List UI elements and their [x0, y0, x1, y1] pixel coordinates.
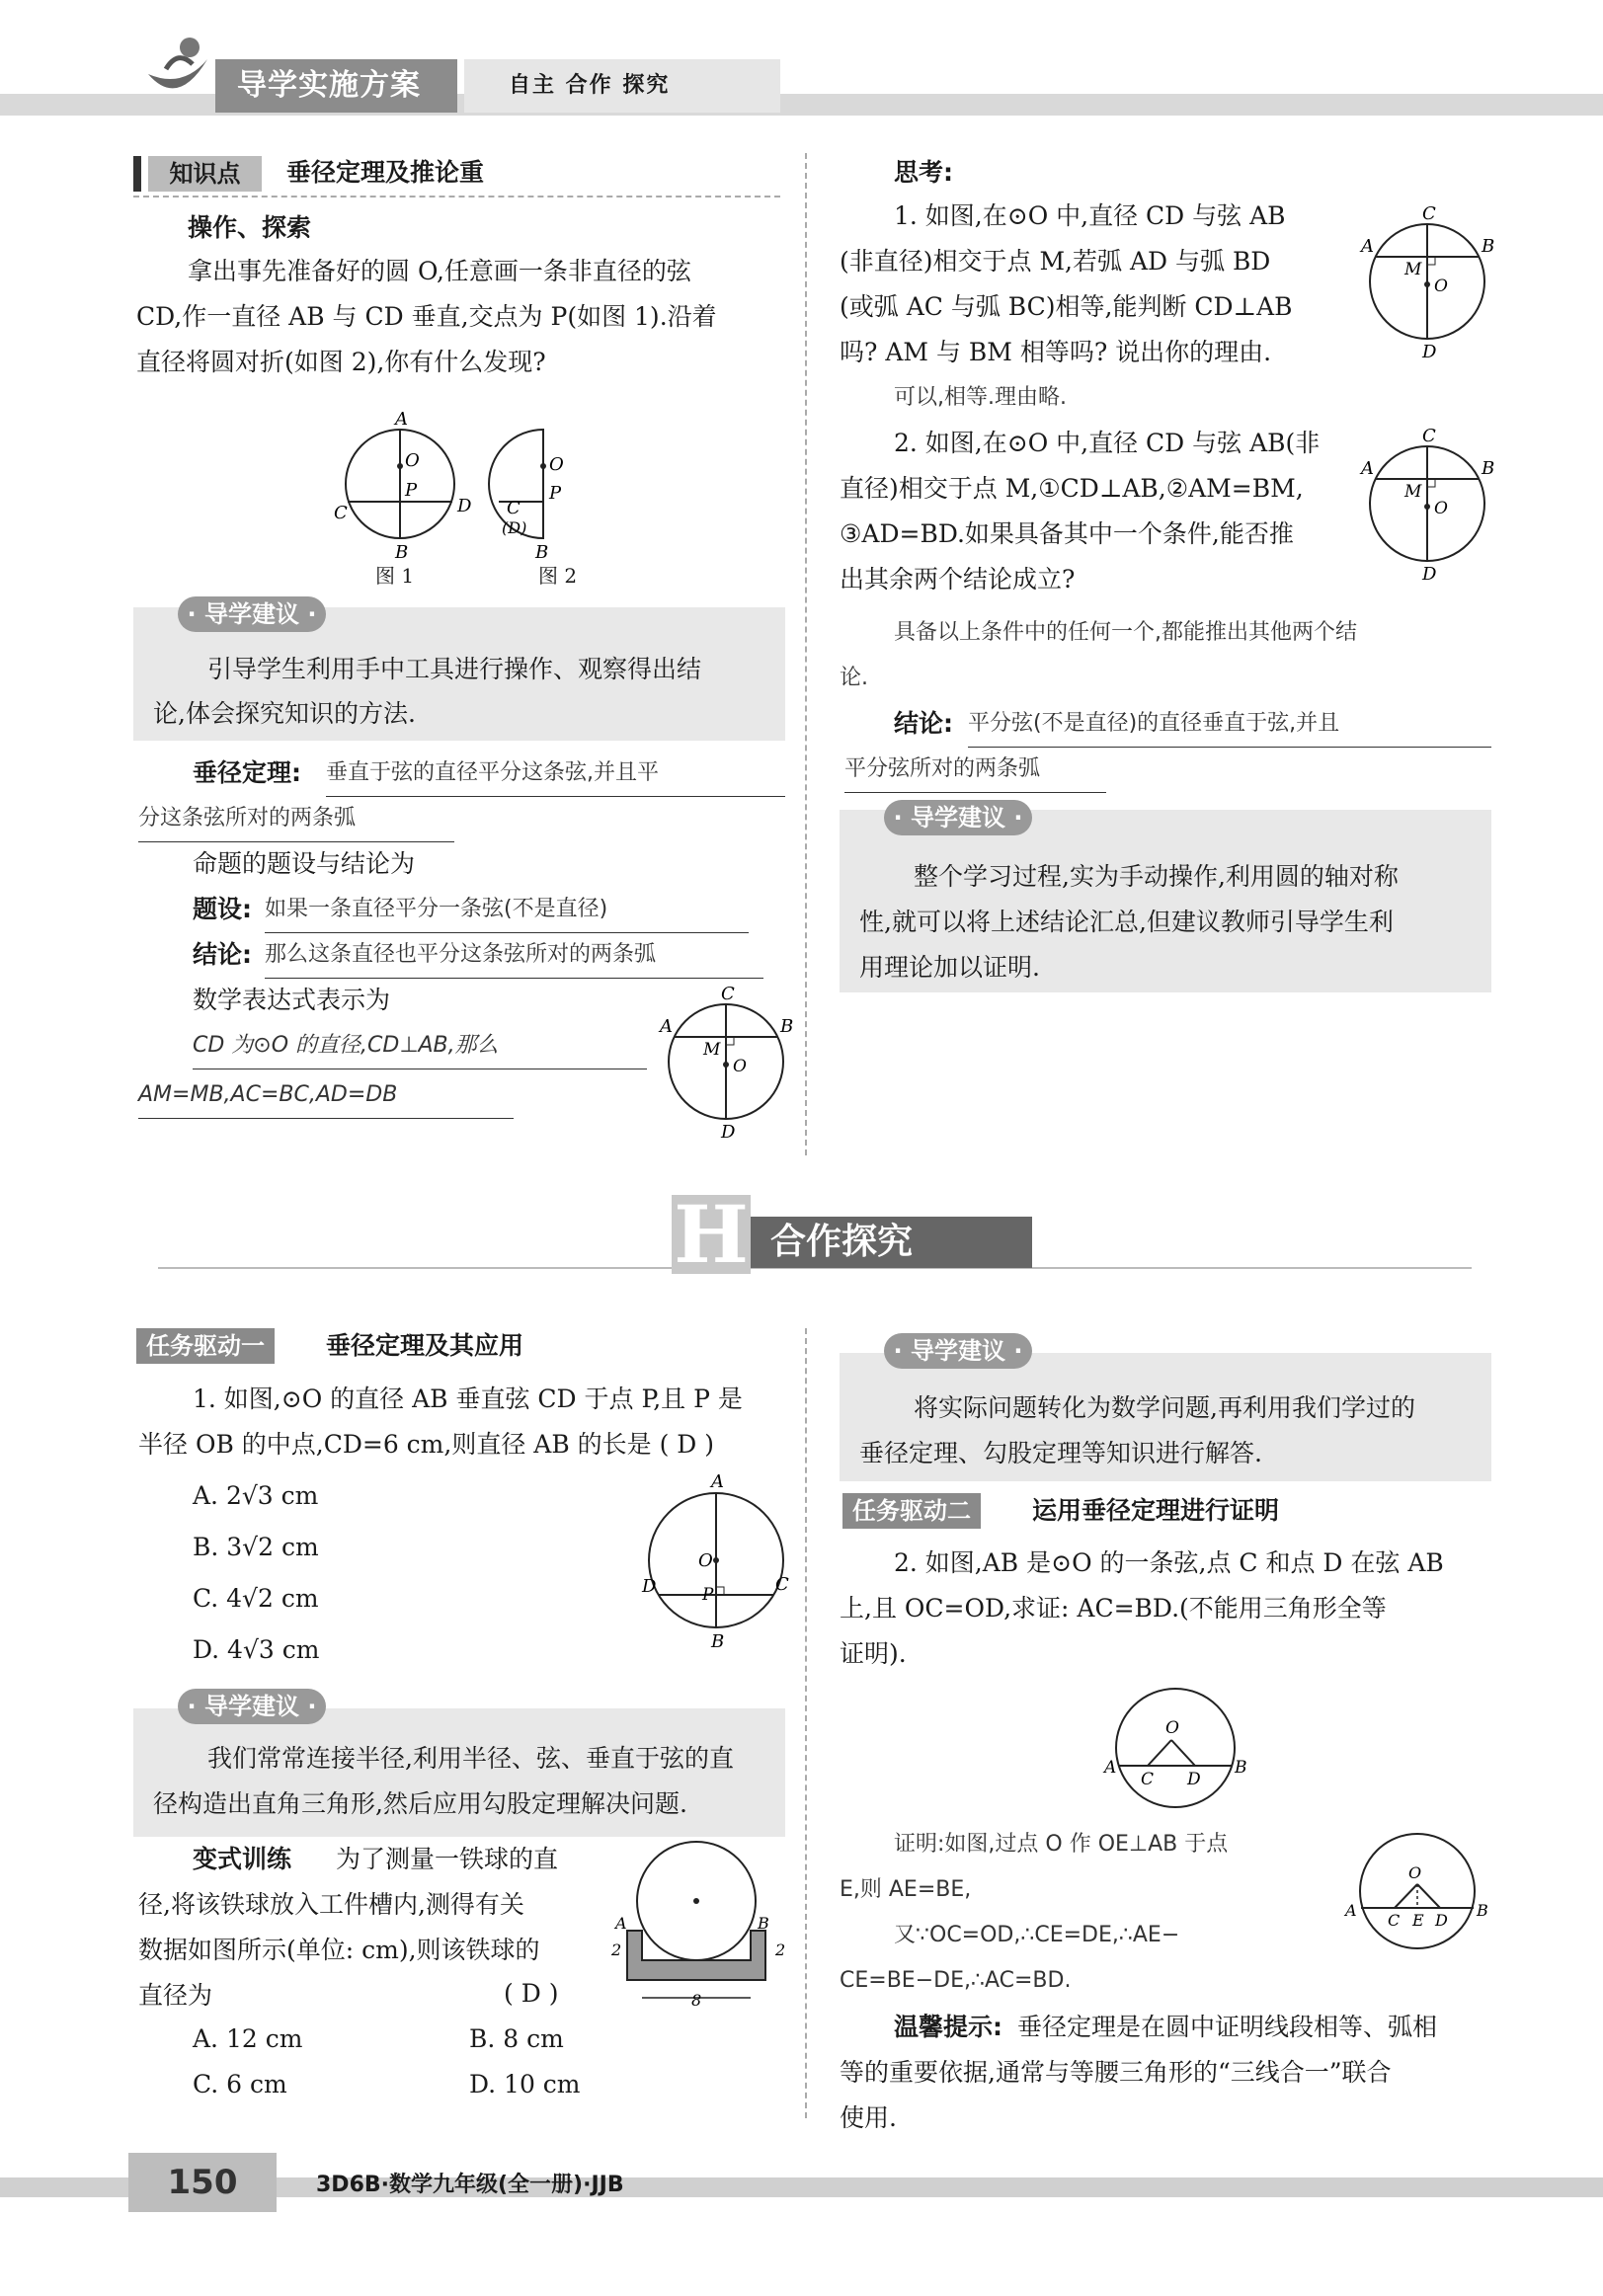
expr-answer: AM=MB,AC=BC,AD=DB	[138, 1072, 514, 1119]
svg-text:O: O	[405, 450, 420, 471]
section-letter-icon: H	[672, 1195, 751, 1274]
fig1-caption: 图 1	[375, 564, 415, 588]
svg-text:C: C	[1141, 1770, 1155, 1789]
guide-line: 性,就可以将上述结论汇总,但建议教师引导学生利	[859, 908, 1394, 936]
task1-tag: 任务驱动一	[136, 1328, 275, 1364]
page-number: 150	[128, 2153, 277, 2212]
op-line: 直径将圆对折(如图 2),你有什么发现?	[136, 348, 546, 376]
var-option-b: B. 8 cm	[469, 2024, 564, 2053]
figure-1-2	[326, 395, 622, 583]
think-title: 思考:	[894, 158, 953, 187]
tip-line: 使用.	[840, 2103, 897, 2132]
guide-tag: · 导学建议 ·	[178, 1689, 326, 1724]
header-title: 导学实施方案	[215, 59, 457, 113]
header-subtitle: 自主 合作 探究	[464, 59, 780, 113]
figure-ball-groove	[598, 1832, 805, 2015]
figure-task1	[637, 1471, 810, 1649]
knowledge-title: 垂径定理及推论重	[286, 158, 485, 187]
guide-tag: · 导学建议 ·	[178, 596, 326, 632]
var-option-d: D. 10 cm	[469, 2070, 581, 2098]
theorem-answer: 垂直于弦的直径平分这条弦,并且平	[326, 751, 785, 797]
svg-text:O: O	[549, 454, 564, 475]
task2-q-line: 上,且 OC=OD,求证: AC=BD.(不能用三角形全等	[840, 1594, 1387, 1623]
expr-answer: CD 为⊙O 的直径,CD⊥AB,那么	[193, 1023, 647, 1069]
figure-task2	[1086, 1679, 1264, 1817]
column-divider	[805, 153, 807, 1155]
svg-text:P: P	[549, 483, 562, 504]
figure-q1	[1353, 198, 1501, 365]
logo-icon	[138, 30, 217, 109]
svg-text:C: C	[721, 984, 735, 1004]
svg-text:O: O	[1408, 1863, 1422, 1882]
svg-text:A: A	[711, 1471, 724, 1492]
q1-line: (非直径)相交于点 M,若弧 AD 与弧 BD	[840, 247, 1271, 276]
svg-text:O: O	[1165, 1718, 1179, 1738]
task2-title: 运用垂径定理进行证明	[1032, 1496, 1280, 1525]
task1-title: 垂径定理及其应用	[326, 1331, 524, 1360]
svg-text:D: D	[642, 1576, 657, 1597]
svg-text:O: O	[1434, 277, 1448, 296]
guide-line: 整个学习过程,实为手动操作,利用圆的轴对称	[914, 862, 1399, 891]
task2-tag: 任务驱动二	[842, 1493, 981, 1529]
concl-answer: 那么这条直径也平分这条弦所对的两条弧	[265, 932, 763, 979]
svg-text:B: B	[1482, 236, 1495, 257]
variant-answer: ( D )	[504, 1979, 559, 2008]
think-concl-answer: 平分弦所对的两条弧	[844, 747, 1106, 793]
variant-label: 变式训练	[193, 1845, 292, 1873]
q2-line: 直径)相交于点 M,①CD⊥AB,②AM=BM,	[840, 474, 1304, 503]
svg-text:D: D	[1422, 342, 1437, 362]
tip-line: 垂径定理是在圆中证明线段相等、弧相	[1017, 2013, 1438, 2041]
column-divider	[805, 1328, 807, 2118]
theorem-answer: 分这条弦所对的两条弧	[138, 796, 454, 842]
svg-text:P: P	[702, 1585, 714, 1605]
q1-answer: 可以,相等.理由略.	[894, 385, 1067, 410]
guide-line: 引导学生利用手中工具进行操作、观察得出结	[207, 655, 702, 683]
svg-text:A: A	[615, 1914, 627, 1933]
svg-text:P: P	[405, 480, 418, 501]
variant-line: 径,将该铁球放入工件槽内,测得有关	[138, 1890, 524, 1919]
svg-text:O: O	[733, 1057, 747, 1076]
svg-text:B: B	[711, 1631, 725, 1649]
q1-line: 1. 如图,在⊙O 中,直径 CD 与弦 AB	[894, 201, 1286, 230]
expr-line: 数学表达式表示为	[193, 986, 391, 1014]
svg-text:8: 8	[691, 1991, 702, 2010]
svg-text:C: C	[775, 1574, 789, 1595]
svg-text:B: B	[1235, 1758, 1247, 1778]
svg-text:C: C	[1388, 1911, 1401, 1930]
tip-line: 等的重要依据,通常与等腰三角形的“三线合一”联合	[840, 2058, 1392, 2087]
q2-line: 2. 如图,在⊙O 中,直径 CD 与弦 AB(非	[894, 429, 1321, 457]
tag-bar	[133, 156, 141, 192]
prop-line: 命题的题设与结论为	[193, 849, 416, 878]
svg-text:D: D	[1422, 564, 1437, 585]
guide-line: 我们常常连接半径,利用半径、弦、垂直于弦的直	[207, 1744, 734, 1773]
svg-text:B: B	[535, 542, 549, 563]
guide-line: 用理论加以证明.	[859, 953, 1040, 982]
svg-text:M: M	[703, 1040, 721, 1060]
svg-text:O: O	[698, 1550, 713, 1571]
svg-text:C: C	[334, 503, 348, 523]
q2-answer: 具备以上条件中的任何一个,都能推出其他两个结	[894, 620, 1357, 645]
svg-text:B: B	[1482, 458, 1495, 479]
figure-q2	[1353, 420, 1501, 588]
footer-text: 3D6B·数学九年级(全一册)·JJB	[316, 2173, 624, 2197]
svg-text:A: A	[1361, 458, 1374, 479]
task1-q-line: 1. 如图,⊙O 的直径 AB 垂直弦 CD 于点 P,且 P 是	[193, 1385, 743, 1413]
svg-text:E: E	[1412, 1911, 1424, 1930]
svg-text:A: A	[1361, 236, 1374, 257]
proof-line: CE=BE−DE,∴AC=BD.	[840, 1968, 1072, 1993]
option-a: A. 2√3 cm	[193, 1481, 319, 1510]
q1-line: (或弧 AC 与弧 BC)相等,能判断 CD⊥AB	[840, 292, 1293, 321]
option-c: C. 4√2 cm	[193, 1584, 319, 1613]
svg-text:B: B	[758, 1914, 769, 1933]
op-line: CD,作一直径 AB 与 CD 垂直,交点为 P(如图 1).沿着	[136, 302, 717, 331]
task2-q-line: 2. 如图,AB 是⊙O 的一条弦,点 C 和点 D 在弦 AB	[894, 1548, 1444, 1577]
svg-text:C: C	[1422, 203, 1436, 224]
concl-label: 结论:	[193, 940, 252, 969]
fig2-caption: 图 2	[538, 564, 578, 588]
tip-label: 温馨提示:	[894, 2013, 1002, 2041]
svg-text:A: A	[1345, 1901, 1357, 1920]
figure-expression	[652, 978, 800, 1146]
svg-text:2: 2	[775, 1940, 786, 1959]
variant-line: 数据如图所示(单位: cm),则该铁球的	[138, 1936, 540, 1964]
variant-line: 直径为	[138, 1981, 213, 2010]
q2-line: 出其余两个结论成立?	[840, 565, 1076, 594]
svg-text:M: M	[1404, 482, 1422, 502]
svg-text:D: D	[1187, 1770, 1201, 1789]
svg-text:M: M	[1404, 260, 1422, 279]
svg-text:C: C	[1422, 426, 1436, 446]
think-concl-label: 结论:	[894, 709, 953, 738]
cond-label: 题设:	[193, 895, 252, 923]
proof-line: E,则 AE=BE,	[840, 1877, 972, 1902]
guide-line: 垂径定理、勾股定理等知识进行解答.	[859, 1439, 1262, 1467]
op-line: 拿出事先准备好的圆 O,任意画一条非直径的弦	[188, 257, 691, 285]
q2-line: ③AD=BD.如果具备其中一个条件,能否推	[840, 519, 1294, 548]
guide-line: 径构造出直角三角形,然后应用勾股定理解决问题.	[153, 1789, 687, 1818]
svg-text:D: D	[1435, 1911, 1448, 1930]
svg-text:B: B	[780, 1016, 794, 1037]
cond-answer: 如果一条直径平分一条弦(不是直径)	[265, 887, 749, 933]
svg-text:O: O	[1434, 499, 1448, 518]
svg-text:D: D	[457, 496, 472, 516]
svg-text:(D): (D)	[502, 518, 527, 537]
q1-line: 吗? AM 与 BM 相等吗? 说出你的理由.	[840, 338, 1272, 366]
svg-text:A: A	[1104, 1758, 1117, 1778]
var-option-a: A. 12 cm	[193, 2024, 303, 2053]
figure-proof	[1333, 1827, 1501, 1955]
svg-text:A: A	[395, 409, 408, 430]
knowledge-tag: 知识点	[148, 156, 262, 192]
option-d: D. 4√3 cm	[193, 1635, 320, 1664]
svg-text:B: B	[1477, 1901, 1488, 1920]
think-concl-answer: 平分弦(不是直径)的直径垂直于弦,并且	[968, 701, 1491, 748]
option-b: B. 3√2 cm	[193, 1533, 319, 1561]
variant-line: 为了测量一铁球的直	[336, 1845, 559, 1873]
svg-text:2: 2	[611, 1940, 622, 1959]
q2-answer: 论.	[840, 666, 868, 690]
svg-text:B: B	[395, 542, 409, 563]
guide-tag: · 导学建议 ·	[884, 800, 1032, 835]
section-title: 合作探究	[751, 1217, 1032, 1268]
proof-line: 证明:如图,过点 O 作 OE⊥AB 于点	[894, 1832, 1229, 1857]
proof-line: 又∵OC=OD,∴CE=DE,∴AE−	[894, 1923, 1180, 1947]
var-option-c: C. 6 cm	[193, 2070, 287, 2098]
svg-text:D: D	[721, 1122, 736, 1143]
guide-line: 论,体会探究知识的方法.	[153, 699, 416, 728]
task2-q-line: 证明).	[840, 1639, 907, 1668]
svg-text:A: A	[660, 1016, 673, 1037]
task1-q-line: 半径 OB 的中点,CD=6 cm,则直径 AB 的长是 ( D )	[138, 1430, 715, 1459]
op-title: 操作、探索	[188, 213, 312, 242]
guide-line: 将实际问题转化为数学问题,再利用我们学过的	[914, 1393, 1415, 1422]
divider	[133, 196, 780, 198]
theorem-label: 垂径定理:	[193, 758, 301, 787]
svg-text:C: C	[507, 498, 521, 518]
guide-tag: · 导学建议 ·	[884, 1333, 1032, 1369]
